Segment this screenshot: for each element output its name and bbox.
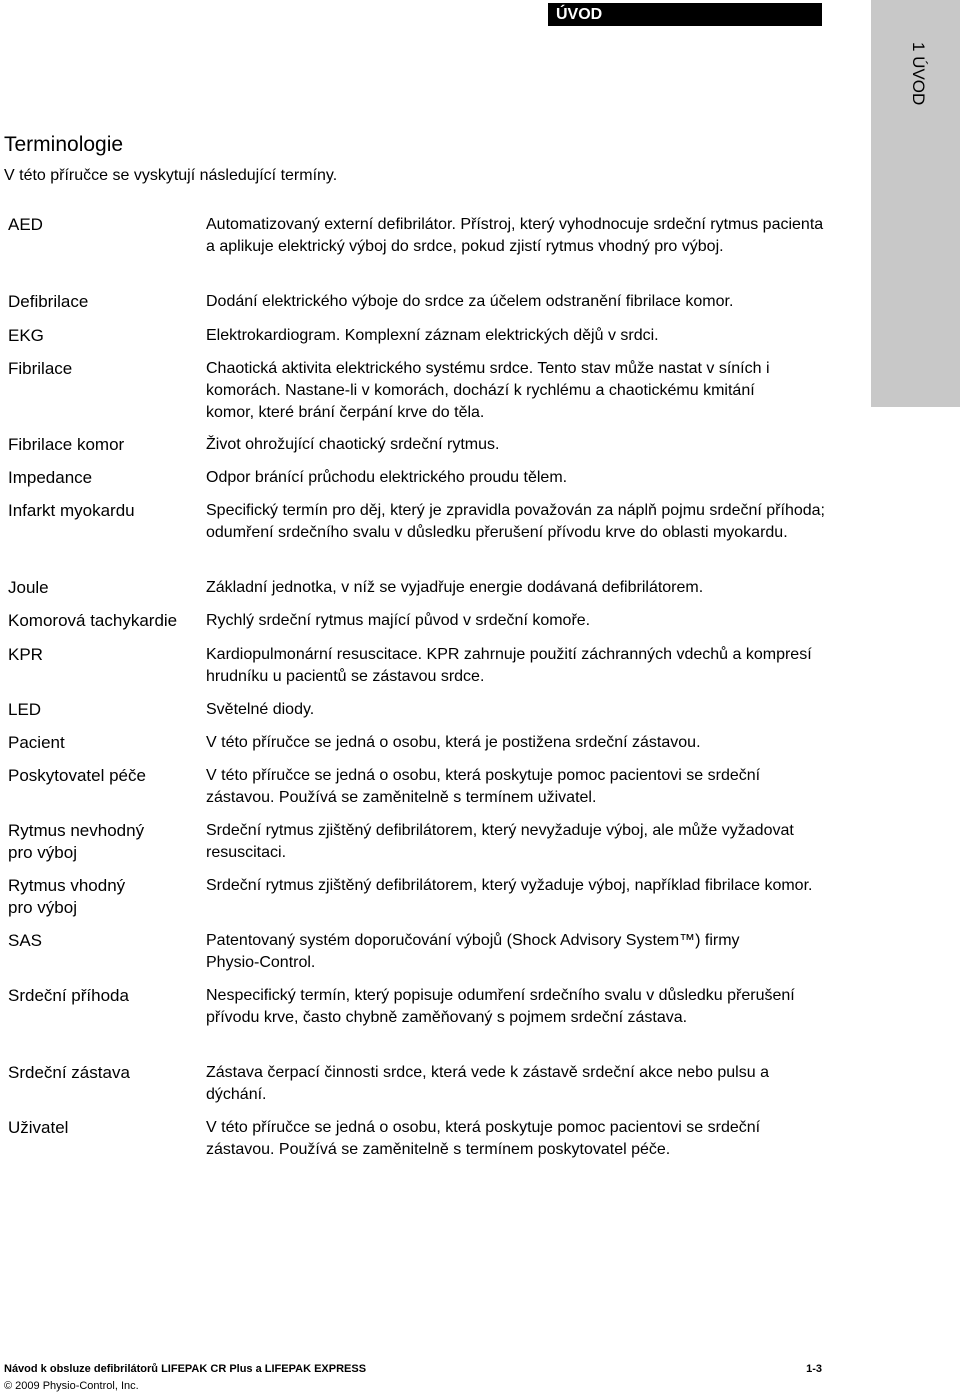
glossary-term: Impedance <box>8 468 93 487</box>
glossary-term: Fibrilace <box>8 359 73 378</box>
glossary-definition: Odpor bránící průchodu elektrického proudu tělem. <box>206 469 568 486</box>
glossary-term: Uživatel <box>8 1118 69 1137</box>
glossary-definition: V této příručce se jedná o osobu, která poskytuje pomoc pacientovi se srdeční zástavou. Používá se zaměnitelně s termínem poskytovatel péče. <box>206 1119 761 1158</box>
glossary-term: EKG <box>8 326 44 345</box>
glossary-term: Pacient <box>8 733 65 752</box>
glossary-term: KPR <box>8 645 43 664</box>
glossary-definition: Elektrokardiogram. Komplexní záznam elektrických dějů v srdci. <box>206 327 659 344</box>
glossary-term: AED <box>8 215 43 234</box>
glossary-term: Rytmus vhodný pro výboj <box>8 876 126 917</box>
footer-page-number: 1-3 <box>806 1363 822 1375</box>
glossary-definition: Patentovaný systém doporučování výbojů (Shock Advisory System™) firmy Physio-Control. <box>206 932 740 971</box>
glossary-term: SAS <box>8 931 43 950</box>
intro-text: V této příručce se vyskytují následující termíny. <box>4 167 338 184</box>
glossary-term: Srdeční zástava <box>8 1063 130 1082</box>
section-header: ÚVOD <box>548 3 822 26</box>
glossary-definition: Nespecifický termín, který popisuje odumření srdečního svalu v důsledku přerušení přívodu krve, často chybně zaměňovaný s pojmem srdeční zástava. <box>206 987 795 1026</box>
glossary-definition: Dodání elektrického výboje do srdce za účelem odstranění fibrilace komor. <box>206 293 734 310</box>
glossary-definition: V této příručce se jedná o osobu, která je postižena srdeční zástavou. <box>206 734 701 751</box>
glossary-term: Infarkt myokardu <box>8 501 135 520</box>
glossary-definition: Základní jednotka, v níž se vyjadřuje energie dodávaná defibrilátorem. <box>206 579 704 596</box>
glossary-definition: V této příručce se jedná o osobu, která poskytuje pomoc pacientovi se srdeční zástavou. Používá se zaměnitelně s termínem uživatel. <box>206 767 761 806</box>
glossary-term: Defibrilace <box>8 292 89 311</box>
footer-manual-title: Návod k obsluze defibrilátorů LIFEPAK CR Plus a LIFEPAK EXPRESS <box>4 1363 367 1375</box>
chapter-side-tab-label: 1 ÚVOD <box>909 42 928 106</box>
glossary-term: Komorová tachykardie <box>8 611 178 630</box>
glossary-term: Rytmus nevhodný pro výboj <box>8 821 145 862</box>
glossary-term: Joule <box>8 578 49 597</box>
glossary-definition: Srdeční rytmus zjištěný defibrilátorem, který vyžaduje výboj, například fibrilace komor. <box>206 877 813 894</box>
glossary-definition: Zástava čerpací činnosti srdce, která vede k zástavě srdeční akce nebo pulsu a dýchání. <box>206 1064 769 1103</box>
glossary-definition: Specifický termín pro děj, který je zpravidla považován za náplň pojmu srdeční příhoda; odumření srdečního svalu v důsledku přerušení přívodu krve do oblasti myokardu. <box>206 502 825 541</box>
footer-copyright: © 2009 Physio-Control, Inc. <box>4 1380 139 1392</box>
glossary-term: LED <box>8 700 42 719</box>
glossary-definition: Kardiopulmonární resuscitace. KPR zahrnuje použití záchranných vdechů a kompresí hrudníku u pacientů se zástavou srdce. <box>206 646 812 685</box>
glossary-definition: Srdeční rytmus zjištěný defibrilátorem, který nevyžaduje výboj, ale může vyžadovat resuscitaci. <box>206 822 794 861</box>
page-title: Terminologie <box>4 133 124 156</box>
glossary-definition: Chaotická aktivita elektrického systému srdce. Tento stav může nastat v síních i komorách. Nastane-li v komorách, dochází k rychlému a chaotickému kmitání komor, které brání čerpání krve do těla. <box>206 360 770 421</box>
glossary-definition: Rychlý srdeční rytmus mající původ v srdeční komoře. <box>206 612 591 629</box>
glossary-term: Fibrilace komor <box>8 435 125 454</box>
glossary-definition: Světelné diody. <box>206 701 315 718</box>
glossary-definition: Život ohrožující chaotický srdeční rytmus. <box>206 436 500 453</box>
glossary-term: Srdeční příhoda <box>8 986 129 1005</box>
glossary-definition: Automatizovaný externí defibrilátor. Přístroj, který vyhodnocuje srdeční rytmus pacienta a aplikuje elektrický výboj do srdce, pokud zjistí rytmus vhodný pro výboj. <box>206 216 824 255</box>
glossary-term: Poskytovatel péče <box>8 766 146 785</box>
